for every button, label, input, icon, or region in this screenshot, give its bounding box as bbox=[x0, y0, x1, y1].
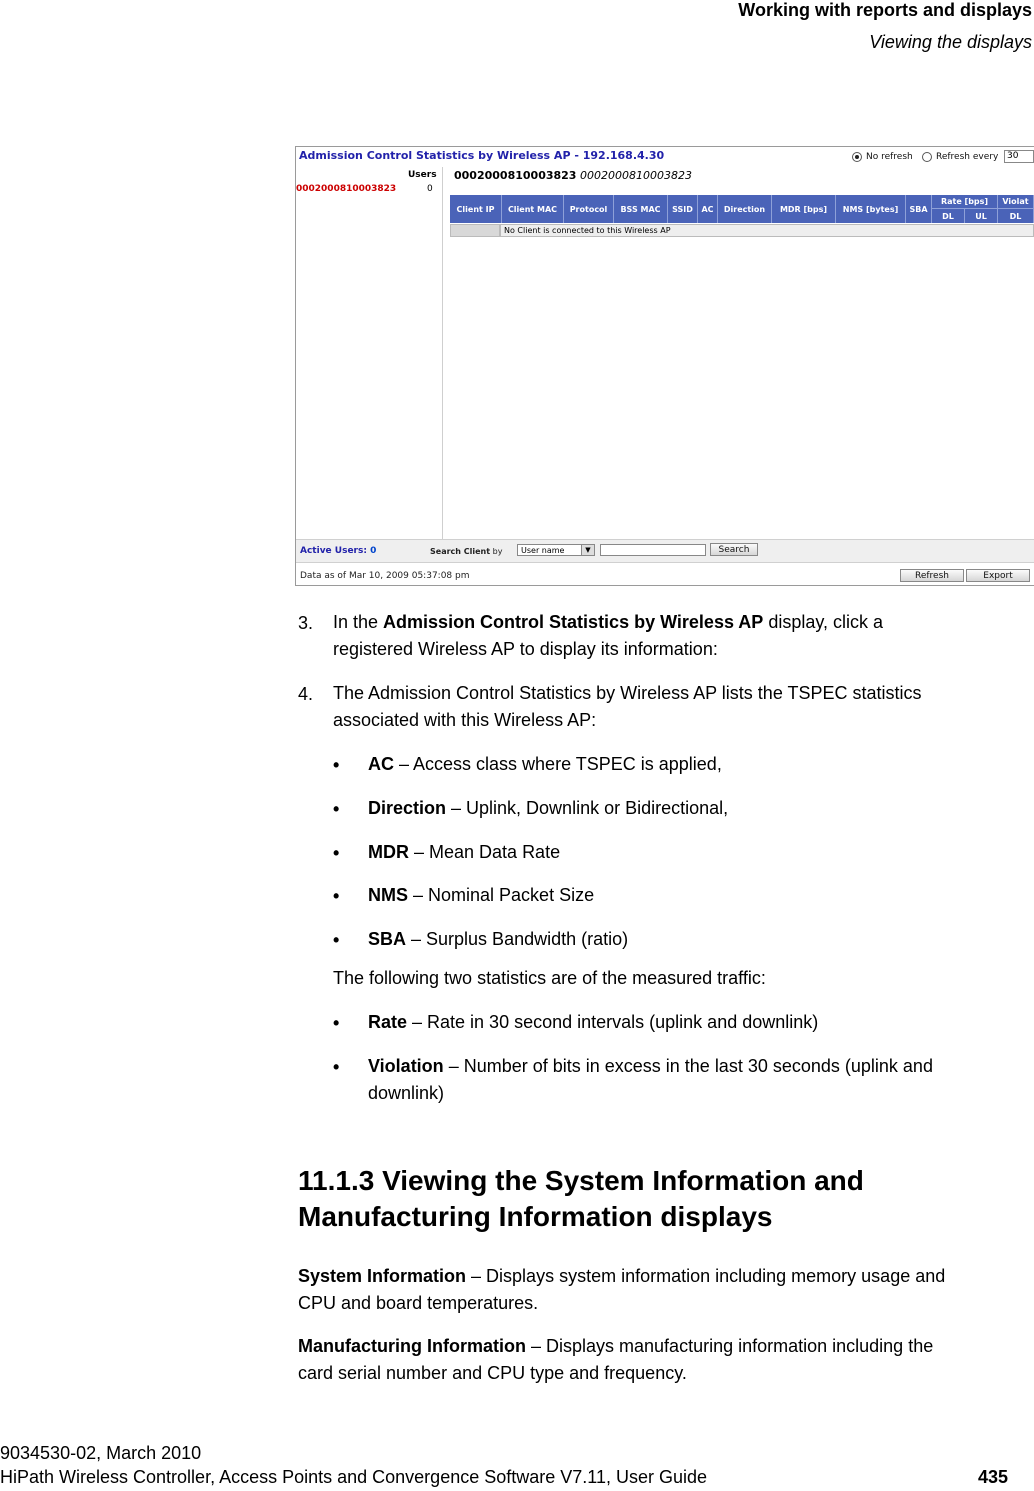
bullet-violation-desc: – Number of bits in excess in the last 30 seconds (uplink and bbox=[443, 1056, 933, 1076]
refresh-every-label: Refresh every bbox=[936, 152, 999, 162]
manufacturing-info-term: Manufacturing Information bbox=[298, 1336, 526, 1356]
export-button[interactable]: Export bbox=[966, 569, 1030, 582]
statistics-table-header bbox=[450, 195, 1034, 223]
bullet-marker: • bbox=[333, 799, 340, 819]
bullet-sba-desc: – Surplus Bandwidth (ratio) bbox=[406, 929, 629, 949]
step-3-bold: Admission Control Statistics by Wireless AP bbox=[383, 612, 764, 632]
page-number: 435 bbox=[978, 1467, 1009, 1487]
no-refresh-label: No refresh bbox=[866, 152, 913, 162]
status-bar bbox=[296, 562, 1034, 586]
footer-guide-title: HiPath Wireless Controller, Access Points and Convergence Software V7.11, User Guide bbox=[0, 1467, 708, 1487]
bullet-marker: • bbox=[333, 930, 340, 950]
bullet-direction bbox=[368, 795, 728, 822]
search-client-by: by bbox=[492, 547, 503, 556]
no-refresh-radio[interactable] bbox=[852, 152, 862, 162]
active-users-label: Active Users: bbox=[300, 546, 367, 556]
bullet-violation-term: Violation bbox=[368, 1056, 444, 1076]
selected-ap-heading bbox=[454, 169, 692, 182]
section-heading-line2: Manufacturing Information displays bbox=[298, 1201, 773, 1232]
active-users bbox=[300, 546, 376, 556]
bullet-marker: • bbox=[333, 886, 340, 906]
search-by-select[interactable] bbox=[517, 544, 595, 556]
col-violation[interactable]: Violat bbox=[998, 195, 1034, 209]
step-3-line1 bbox=[333, 609, 883, 636]
manufacturing-info-para-line2: card serial number and CPU type and frequency. bbox=[298, 1363, 687, 1383]
search-bar bbox=[296, 539, 1034, 562]
col-protocol[interactable]: Protocol bbox=[564, 195, 614, 223]
measured-intro: The following two statistics are of the measured traffic: bbox=[333, 968, 766, 988]
ap-list-item[interactable]: 0002000810003823 bbox=[296, 184, 397, 194]
running-header-subtitle: Viewing the displays bbox=[869, 32, 1032, 52]
section-heading-line1: 11.1.3 Viewing the System Information and bbox=[298, 1165, 864, 1196]
bullet-ac-term: AC bbox=[368, 754, 394, 774]
bullet-marker: • bbox=[333, 1013, 340, 1033]
col-sba[interactable]: SBA bbox=[906, 195, 932, 223]
data-timestamp: Data as of Mar 10, 2009 05:37:08 pm bbox=[300, 571, 470, 581]
col-mdr[interactable]: MDR [bps] bbox=[772, 195, 836, 223]
active-users-value: 0 bbox=[370, 546, 377, 556]
table-row-marker bbox=[450, 224, 500, 237]
search-client-bold: Search Client bbox=[430, 547, 491, 556]
step-4-line1: The Admission Control Statistics by Wireless AP lists the TSPEC statistics bbox=[333, 683, 922, 703]
system-info-para-line1 bbox=[298, 1263, 945, 1290]
bullet-sba bbox=[368, 926, 628, 953]
col-bss-mac[interactable]: BSS MAC bbox=[614, 195, 668, 223]
dropdown-arrow-icon[interactable]: ▼ bbox=[581, 545, 594, 555]
bullet-mdr-desc: – Mean Data Rate bbox=[409, 842, 561, 862]
search-button[interactable]: Search bbox=[710, 543, 758, 556]
bullet-marker: • bbox=[333, 843, 340, 863]
system-info-para-line2: CPU and board temperatures. bbox=[298, 1293, 539, 1313]
search-input[interactable] bbox=[600, 544, 706, 556]
manufacturing-info-para-line1 bbox=[298, 1333, 933, 1360]
section-heading bbox=[298, 1163, 864, 1235]
col-ac[interactable]: AC bbox=[698, 195, 718, 223]
bullet-mdr-term: MDR bbox=[368, 842, 409, 862]
admission-control-screenshot bbox=[295, 146, 1034, 586]
system-info-term: System Information bbox=[298, 1266, 467, 1286]
manufacturing-info-desc: – Displays manufacturing information including the bbox=[526, 1336, 934, 1356]
bullet-ac-desc: – Access class where TSPEC is applied, bbox=[394, 754, 722, 774]
bullet-nms bbox=[368, 882, 594, 909]
col-rate[interactable]: Rate [bps] bbox=[932, 195, 998, 209]
bullet-rate bbox=[368, 1009, 818, 1036]
ap-user-count: 0 bbox=[427, 184, 433, 194]
step-3-prefix: In the bbox=[333, 612, 384, 632]
ap-list-pane bbox=[296, 167, 443, 539]
bullet-ac bbox=[368, 751, 722, 778]
bullet-rate-desc: – Rate in 30 second intervals (uplink and downlink) bbox=[407, 1012, 819, 1032]
bullet-violation bbox=[368, 1053, 933, 1080]
ap-heading-bold: 0002000810003823 bbox=[454, 169, 577, 182]
empty-table-message: No Client is connected to this Wireless AP bbox=[500, 224, 1034, 237]
bullet-nms-term: NMS bbox=[368, 885, 408, 905]
bullet-marker: • bbox=[333, 755, 340, 775]
bullet-direction-term: Direction bbox=[368, 798, 447, 818]
bullet-marker: • bbox=[333, 1057, 340, 1077]
bullet-sba-term: SBA bbox=[368, 929, 407, 949]
col-nms[interactable]: NMS [bytes] bbox=[836, 195, 906, 223]
step-3-suffix: display, click a bbox=[763, 612, 884, 632]
col-rate-ul: UL bbox=[965, 209, 998, 223]
step-4-line2: associated with this Wireless AP: bbox=[333, 710, 597, 730]
step-3-number: 3. bbox=[298, 613, 314, 633]
col-client-mac[interactable]: Client MAC bbox=[502, 195, 564, 223]
col-ssid[interactable]: SSID bbox=[668, 195, 698, 223]
search-by-value: User name bbox=[521, 546, 565, 555]
ap-heading-italic: 0002000810003823 bbox=[579, 169, 692, 182]
search-client-label bbox=[430, 547, 502, 556]
footer-doc-id: 9034530-02, March 2010 bbox=[0, 1443, 202, 1463]
step-4-number: 4. bbox=[298, 684, 314, 704]
refresh-every-radio[interactable] bbox=[922, 152, 932, 162]
col-rate-dl: DL bbox=[932, 209, 965, 223]
refresh-interval-input[interactable]: 30 bbox=[1004, 150, 1034, 163]
bullet-rate-term: Rate bbox=[368, 1012, 408, 1032]
users-column-header: Users bbox=[408, 170, 437, 180]
screenshot-title: Admission Control Statistics by Wireless AP - 192.168.4.30 bbox=[299, 149, 665, 162]
step-3-line2: registered Wireless AP to display its information: bbox=[333, 639, 718, 659]
col-violation-dl: DL bbox=[998, 209, 1034, 223]
running-header-title: Working with reports and displays bbox=[738, 0, 1032, 20]
bullet-violation-line2: downlink) bbox=[368, 1083, 445, 1103]
bullet-mdr bbox=[368, 839, 560, 866]
system-info-desc: – Displays system information including memory usage and bbox=[466, 1266, 946, 1286]
bullet-direction-desc: – Uplink, Downlink or Bidirectional, bbox=[446, 798, 729, 818]
bullet-nms-desc: – Nominal Packet Size bbox=[408, 885, 595, 905]
refresh-button[interactable]: Refresh bbox=[900, 569, 964, 582]
col-client-ip[interactable]: Client IP bbox=[450, 195, 502, 223]
col-direction[interactable]: Direction bbox=[718, 195, 772, 223]
